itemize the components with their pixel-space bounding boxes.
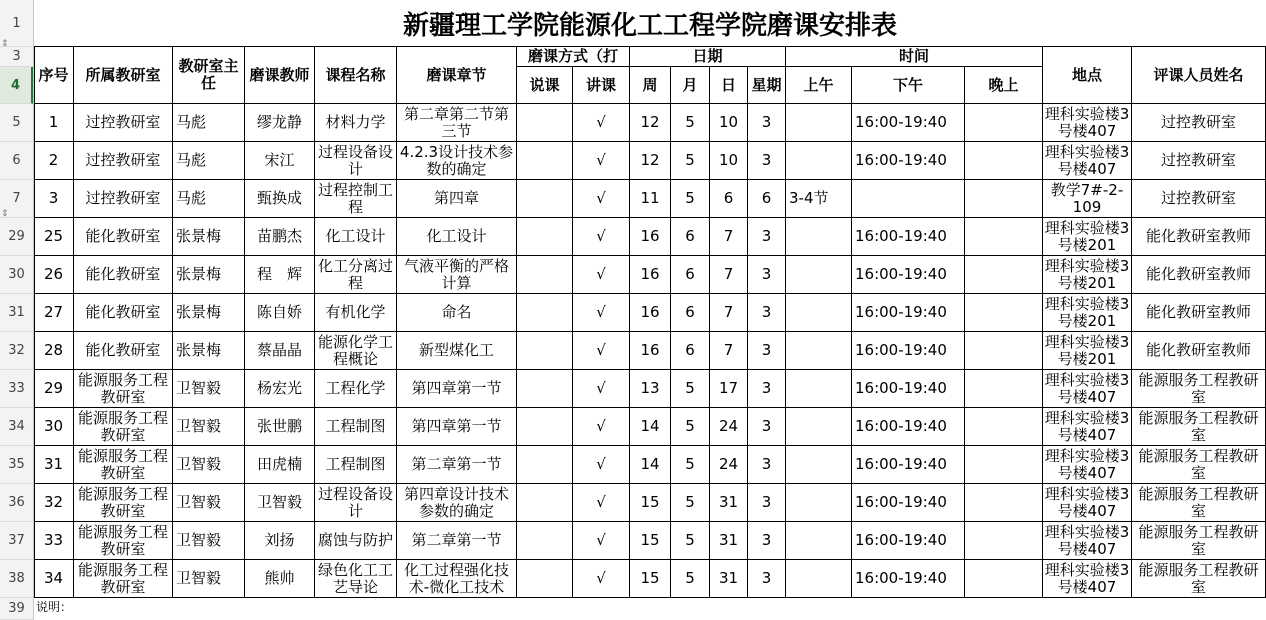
- cell-place[interactable]: 理科实验楼3号楼407: [1043, 522, 1132, 560]
- cell-director[interactable]: 张景梅: [173, 294, 245, 332]
- cell-talk[interactable]: [517, 218, 573, 256]
- row-number-32[interactable]: 32: [0, 332, 33, 370]
- cell-dept[interactable]: 能化教研室: [74, 332, 173, 370]
- row-number-5[interactable]: 5: [0, 104, 33, 142]
- cell-weekday[interactable]: 3: [748, 522, 786, 560]
- cell-reviewers[interactable]: 过控教研室: [1132, 142, 1266, 180]
- cell-talk[interactable]: [517, 522, 573, 560]
- cell-pm[interactable]: 16:00-19:40: [852, 256, 965, 294]
- cell-day[interactable]: 31: [710, 484, 748, 522]
- header-mode-lecture[interactable]: 讲课: [573, 67, 630, 104]
- cell-seq[interactable]: 31: [34, 446, 74, 484]
- cell-weekday[interactable]: 3: [748, 218, 786, 256]
- cell-eve[interactable]: [965, 332, 1043, 370]
- cell-weekday[interactable]: 3: [748, 332, 786, 370]
- cell-reviewers[interactable]: 能化教研室教师: [1132, 294, 1266, 332]
- cell-seq[interactable]: 3: [34, 180, 74, 218]
- cell-eve[interactable]: [965, 446, 1043, 484]
- cell-dept[interactable]: 能源服务工程教研室: [74, 522, 173, 560]
- cell-month[interactable]: 5: [671, 560, 710, 598]
- cell-course[interactable]: 工程化学: [315, 370, 397, 408]
- cell-talk[interactable]: [517, 560, 573, 598]
- cell-talk[interactable]: [517, 256, 573, 294]
- cell-talk[interactable]: [517, 446, 573, 484]
- cell-day[interactable]: 10: [710, 104, 748, 142]
- cell-reviewers[interactable]: 能源服务工程教研室: [1132, 522, 1266, 560]
- cell-course[interactable]: 工程制图: [315, 446, 397, 484]
- cell-month[interactable]: 6: [671, 218, 710, 256]
- cell-place[interactable]: 理科实验楼3号楼407: [1043, 142, 1132, 180]
- cell-week[interactable]: 15: [630, 484, 671, 522]
- cell-director[interactable]: 卫智毅: [173, 408, 245, 446]
- cell-teacher[interactable]: 田虎楠: [245, 446, 315, 484]
- cell-reviewers[interactable]: 能化教研室教师: [1132, 218, 1266, 256]
- cell-lecture[interactable]: √: [573, 180, 630, 218]
- cell-director[interactable]: 张景梅: [173, 218, 245, 256]
- cell-day[interactable]: 17: [710, 370, 748, 408]
- cell-eve[interactable]: [965, 180, 1043, 218]
- cell-reviewers[interactable]: 过控教研室: [1132, 104, 1266, 142]
- cell-day[interactable]: 31: [710, 560, 748, 598]
- cell-seq[interactable]: 27: [34, 294, 74, 332]
- cell-director[interactable]: 马彪: [173, 142, 245, 180]
- cell-teacher[interactable]: 甄换成: [245, 180, 315, 218]
- cell-place[interactable]: 理科实验楼3号楼407: [1043, 370, 1132, 408]
- header-time-group[interactable]: 时间: [786, 47, 1043, 67]
- cell-chapter[interactable]: 第二章第一节: [397, 522, 517, 560]
- cell-course[interactable]: 绿色化工工艺导论: [315, 560, 397, 598]
- cell-weekday[interactable]: 3: [748, 370, 786, 408]
- cell-reviewers[interactable]: 能源服务工程教研室: [1132, 408, 1266, 446]
- row-number-36[interactable]: 36: [0, 484, 33, 522]
- header-reviewers[interactable]: 评课人员姓名: [1132, 47, 1266, 104]
- row-number-34[interactable]: 34: [0, 408, 33, 446]
- header-month[interactable]: 月: [671, 67, 710, 104]
- cell-lecture[interactable]: √: [573, 332, 630, 370]
- cell-reviewers[interactable]: 能源服务工程教研室: [1132, 560, 1266, 598]
- cell-course[interactable]: 过程控制工程: [315, 180, 397, 218]
- cell-am[interactable]: [786, 142, 852, 180]
- cell-chapter[interactable]: 4.2.3设计技术参数的确定: [397, 142, 517, 180]
- header-weekday[interactable]: 星期: [748, 67, 786, 104]
- cell-chapter[interactable]: 气液平衡的严格计算: [397, 256, 517, 294]
- cell-weekday[interactable]: 3: [748, 408, 786, 446]
- cell-place[interactable]: 理科实验楼3号楼201: [1043, 294, 1132, 332]
- cell-week[interactable]: 15: [630, 560, 671, 598]
- cell-teacher[interactable]: 程 辉: [245, 256, 315, 294]
- cell-place[interactable]: 理科实验楼3号楼201: [1043, 218, 1132, 256]
- header-am[interactable]: 上午: [786, 67, 852, 104]
- cell-lecture[interactable]: √: [573, 294, 630, 332]
- cell-month[interactable]: 5: [671, 104, 710, 142]
- cell-course[interactable]: 工程制图: [315, 408, 397, 446]
- cell-teacher[interactable]: 宋江: [245, 142, 315, 180]
- cell-weekday[interactable]: 3: [748, 142, 786, 180]
- header-eve[interactable]: 晚上: [965, 67, 1043, 104]
- cell-day[interactable]: 24: [710, 446, 748, 484]
- cell-teacher[interactable]: 蔡晶晶: [245, 332, 315, 370]
- cell-day[interactable]: 7: [710, 256, 748, 294]
- cell-teacher[interactable]: 苗鹏杰: [245, 218, 315, 256]
- cell-day[interactable]: 7: [710, 294, 748, 332]
- row-header-column: [0, 0, 34, 620]
- cell-eve[interactable]: [965, 522, 1043, 560]
- cell-weekday[interactable]: 6: [748, 180, 786, 218]
- cell-talk[interactable]: [517, 484, 573, 522]
- cell-pm[interactable]: 16:00-19:40: [852, 484, 965, 522]
- row-number-38[interactable]: 38: [0, 560, 33, 598]
- cell-week[interactable]: 16: [630, 218, 671, 256]
- row-number-35[interactable]: 35: [0, 446, 33, 484]
- cell-week[interactable]: 16: [630, 256, 671, 294]
- cell-director[interactable]: 张景梅: [173, 332, 245, 370]
- cell-pm[interactable]: [852, 180, 965, 218]
- cell-talk[interactable]: [517, 332, 573, 370]
- cell-course[interactable]: 化工设计: [315, 218, 397, 256]
- cell-eve[interactable]: [965, 256, 1043, 294]
- cell-month[interactable]: 5: [671, 180, 710, 218]
- header-week[interactable]: 周: [630, 67, 671, 104]
- cell-chapter[interactable]: 化工过程强化技术-微化工技术: [397, 560, 517, 598]
- header-seq[interactable]: 序号: [34, 47, 74, 104]
- cell-seq[interactable]: 26: [34, 256, 74, 294]
- cell-seq[interactable]: 34: [34, 560, 74, 598]
- header-chapter[interactable]: 磨课章节: [397, 47, 517, 104]
- cell-pm[interactable]: 16:00-19:40: [852, 142, 965, 180]
- cell-eve[interactable]: [965, 408, 1043, 446]
- header-pm[interactable]: 下午: [852, 67, 965, 104]
- row-number-29[interactable]: 29: [0, 218, 33, 256]
- cell-dept[interactable]: 能源服务工程教研室: [74, 560, 173, 598]
- cell-course[interactable]: 有机化学: [315, 294, 397, 332]
- cell-dept[interactable]: 过控教研室: [74, 104, 173, 142]
- cell-teacher[interactable]: 缪龙静: [245, 104, 315, 142]
- cell-lecture[interactable]: √: [573, 522, 630, 560]
- header-mode-talk[interactable]: 说课: [517, 67, 573, 104]
- cell-pm[interactable]: 16:00-19:40: [852, 560, 965, 598]
- cell-teacher[interactable]: 陈自娇: [245, 294, 315, 332]
- cell-seq[interactable]: 1: [34, 104, 74, 142]
- cell-dept[interactable]: 能化教研室: [74, 294, 173, 332]
- header-place[interactable]: 地点: [1043, 47, 1132, 104]
- grp-expand-icon[interactable]: ⇕: [1, 209, 9, 219]
- row-number-37[interactable]: 37: [0, 522, 33, 560]
- cell-place[interactable]: 理科实验楼3号楼407: [1043, 104, 1132, 142]
- cell-month[interactable]: 6: [671, 256, 710, 294]
- cell-course[interactable]: 能源化学工程概论: [315, 332, 397, 370]
- cell-talk[interactable]: [517, 294, 573, 332]
- cell-director[interactable]: 卫智毅: [173, 522, 245, 560]
- cell-dept[interactable]: 能化教研室: [74, 256, 173, 294]
- cell-am[interactable]: [786, 446, 852, 484]
- cell-pm[interactable]: 16:00-19:40: [852, 522, 965, 560]
- header-teacher[interactable]: 磨课教师: [245, 47, 315, 104]
- cell-dept[interactable]: 能源服务工程教研室: [74, 446, 173, 484]
- cell-seq[interactable]: 32: [34, 484, 74, 522]
- cell-seq[interactable]: 30: [34, 408, 74, 446]
- cell-am[interactable]: 3-4节: [786, 180, 852, 218]
- cell-seq[interactable]: 29: [34, 370, 74, 408]
- grp-expand-icon[interactable]: ⇕: [1, 39, 9, 49]
- cell-day[interactable]: 7: [710, 218, 748, 256]
- cell-seq[interactable]: 25: [34, 218, 74, 256]
- cell-lecture[interactable]: √: [573, 408, 630, 446]
- cell-am[interactable]: [786, 218, 852, 256]
- cell-talk[interactable]: [517, 180, 573, 218]
- row-number-4[interactable]: 4: [0, 67, 33, 104]
- cell-place[interactable]: 理科实验楼3号楼201: [1043, 332, 1132, 370]
- cell-weekday[interactable]: 3: [748, 484, 786, 522]
- cell-chapter[interactable]: 化工设计: [397, 218, 517, 256]
- cell-am[interactable]: [786, 332, 852, 370]
- cell-week[interactable]: 13: [630, 370, 671, 408]
- row-number-7[interactable]: 7: [0, 180, 33, 218]
- cell-director[interactable]: 卫智毅: [173, 446, 245, 484]
- cell-pm[interactable]: 16:00-19:40: [852, 408, 965, 446]
- cell-eve[interactable]: [965, 484, 1043, 522]
- cell-teacher[interactable]: 熊帅: [245, 560, 315, 598]
- cell-director[interactable]: 张景梅: [173, 256, 245, 294]
- cell-director[interactable]: 卫智毅: [173, 560, 245, 598]
- row-number-3[interactable]: 3: [0, 47, 33, 67]
- cell-am[interactable]: [786, 522, 852, 560]
- cell-course[interactable]: 过程设备设计: [315, 142, 397, 180]
- header-day[interactable]: 日: [710, 67, 748, 104]
- cell-am[interactable]: [786, 370, 852, 408]
- cell-chapter[interactable]: 第二章第二节第三节: [397, 104, 517, 142]
- cell-chapter[interactable]: 第四章第一节: [397, 408, 517, 446]
- cell-director[interactable]: 卫智毅: [173, 484, 245, 522]
- cell-lecture[interactable]: √: [573, 104, 630, 142]
- cell-seq[interactable]: 33: [34, 522, 74, 560]
- cell-week[interactable]: 16: [630, 332, 671, 370]
- cell-day[interactable]: 6: [710, 180, 748, 218]
- header-dept[interactable]: 所属教研室: [74, 47, 173, 104]
- cell-weekday[interactable]: 3: [748, 104, 786, 142]
- row-number-6[interactable]: 6: [0, 142, 33, 180]
- cell-dept[interactable]: 能源服务工程教研室: [74, 484, 173, 522]
- cell-reviewers[interactable]: 能化教研室教师: [1132, 256, 1266, 294]
- cell-eve[interactable]: [965, 370, 1043, 408]
- cell-place[interactable]: 理科实验楼3号楼407: [1043, 408, 1132, 446]
- cell-dept[interactable]: 过控教研室: [74, 142, 173, 180]
- cell-place[interactable]: 理科实验楼3号楼407: [1043, 560, 1132, 598]
- cell-month[interactable]: 5: [671, 408, 710, 446]
- cell-day[interactable]: 10: [710, 142, 748, 180]
- cell-talk[interactable]: [517, 370, 573, 408]
- cell-month[interactable]: 6: [671, 332, 710, 370]
- cell-dept[interactable]: 能化教研室: [74, 218, 173, 256]
- cell-chapter[interactable]: 第四章设计技术参数的确定: [397, 484, 517, 522]
- cell-talk[interactable]: [517, 142, 573, 180]
- cell-lecture[interactable]: √: [573, 560, 630, 598]
- cell-pm[interactable]: 16:00-19:40: [852, 104, 965, 142]
- cell-teacher[interactable]: 卫智毅: [245, 484, 315, 522]
- row-number-33[interactable]: 33: [0, 370, 33, 408]
- cell-pm[interactable]: 16:00-19:40: [852, 446, 965, 484]
- cell-am[interactable]: [786, 104, 852, 142]
- cell-day[interactable]: 24: [710, 408, 748, 446]
- cell-pm[interactable]: 16:00-19:40: [852, 218, 965, 256]
- header-mode-group[interactable]: 磨课方式（打: [517, 47, 630, 67]
- cell-reviewers[interactable]: 能化教研室教师: [1132, 332, 1266, 370]
- cell-place[interactable]: 理科实验楼3号楼407: [1043, 446, 1132, 484]
- cell-month[interactable]: 5: [671, 370, 710, 408]
- cell-course[interactable]: 腐蚀与防护: [315, 522, 397, 560]
- cell-lecture[interactable]: √: [573, 256, 630, 294]
- cell-reviewers[interactable]: 能源服务工程教研室: [1132, 446, 1266, 484]
- cell-course[interactable]: 过程设备设计: [315, 484, 397, 522]
- table-left-border: [34, 47, 35, 598]
- cell-reviewers[interactable]: 过控教研室: [1132, 180, 1266, 218]
- cell-eve[interactable]: [965, 560, 1043, 598]
- cell-lecture[interactable]: √: [573, 484, 630, 522]
- cell-week[interactable]: 12: [630, 142, 671, 180]
- cell-eve[interactable]: [965, 142, 1043, 180]
- cell-pm[interactable]: 16:00-19:40: [852, 332, 965, 370]
- row-number-30[interactable]: 30: [0, 256, 33, 294]
- cell-month[interactable]: 5: [671, 142, 710, 180]
- header-date-group[interactable]: 日期: [630, 47, 786, 67]
- cell-director[interactable]: 马彪: [173, 104, 245, 142]
- sheet-title[interactable]: 新疆理工学院能源化工工程学院磨课安排表: [34, 0, 1266, 47]
- cell-director[interactable]: 卫智毅: [173, 370, 245, 408]
- cell-lecture[interactable]: √: [573, 218, 630, 256]
- cell-course[interactable]: 材料力学: [315, 104, 397, 142]
- cell-day[interactable]: 31: [710, 522, 748, 560]
- cell-dept[interactable]: 能源服务工程教研室: [74, 370, 173, 408]
- header-director[interactable]: 教研室主任: [173, 47, 245, 104]
- cell-month[interactable]: 5: [671, 522, 710, 560]
- cell-am[interactable]: [786, 294, 852, 332]
- cell-lecture[interactable]: √: [573, 370, 630, 408]
- cell-teacher[interactable]: 刘扬: [245, 522, 315, 560]
- cell-reviewers[interactable]: 能源服务工程教研室: [1132, 484, 1266, 522]
- row-number-39[interactable]: 39: [0, 598, 33, 620]
- cell-eve[interactable]: [965, 294, 1043, 332]
- cell-am[interactable]: [786, 256, 852, 294]
- cell-weekday[interactable]: 3: [748, 560, 786, 598]
- cell-teacher[interactable]: 张世鹏: [245, 408, 315, 446]
- cell-teacher[interactable]: 杨宏光: [245, 370, 315, 408]
- cell-week[interactable]: 12: [630, 104, 671, 142]
- cell-am[interactable]: [786, 408, 852, 446]
- cell-dept[interactable]: 能源服务工程教研室: [74, 408, 173, 446]
- cell-seq[interactable]: 2: [34, 142, 74, 180]
- cell-talk[interactable]: [517, 104, 573, 142]
- cell-eve[interactable]: [965, 218, 1043, 256]
- cell-director[interactable]: 马彪: [173, 180, 245, 218]
- row-number-31[interactable]: 31: [0, 294, 33, 332]
- cell-chapter[interactable]: 命名: [397, 294, 517, 332]
- cell-month[interactable]: 5: [671, 484, 710, 522]
- cell-am[interactable]: [786, 560, 852, 598]
- note-label[interactable]: 说明：: [36, 600, 73, 614]
- cell-weekday[interactable]: 3: [748, 256, 786, 294]
- cell-week[interactable]: 16: [630, 294, 671, 332]
- cell-talk[interactable]: [517, 408, 573, 446]
- cell-weekday[interactable]: 3: [748, 294, 786, 332]
- cell-week[interactable]: 14: [630, 446, 671, 484]
- cell-lecture[interactable]: √: [573, 446, 630, 484]
- cell-day[interactable]: 7: [710, 332, 748, 370]
- cell-chapter[interactable]: 第四章第一节: [397, 370, 517, 408]
- cell-month[interactable]: 5: [671, 446, 710, 484]
- cell-weekday[interactable]: 3: [748, 446, 786, 484]
- cell-eve[interactable]: [965, 104, 1043, 142]
- cell-seq[interactable]: 28: [34, 332, 74, 370]
- cell-dept[interactable]: 过控教研室: [74, 180, 173, 218]
- cell-week[interactable]: 11: [630, 180, 671, 218]
- cell-week[interactable]: 15: [630, 522, 671, 560]
- cell-month[interactable]: 6: [671, 294, 710, 332]
- cell-pm[interactable]: 16:00-19:40: [852, 370, 965, 408]
- cell-chapter[interactable]: 第四章: [397, 180, 517, 218]
- header-course[interactable]: 课程名称: [315, 47, 397, 104]
- cell-chapter[interactable]: 新型煤化工: [397, 332, 517, 370]
- cell-course[interactable]: 化工分离过程: [315, 256, 397, 294]
- cell-place[interactable]: 理科实验楼3号楼201: [1043, 256, 1132, 294]
- cell-lecture[interactable]: √: [573, 142, 630, 180]
- cell-am[interactable]: [786, 484, 852, 522]
- cell-reviewers[interactable]: 能源服务工程教研室: [1132, 370, 1266, 408]
- cell-place[interactable]: 理科实验楼3号楼407: [1043, 484, 1132, 522]
- cell-pm[interactable]: 16:00-19:40: [852, 294, 965, 332]
- row-number-1[interactable]: 1: [0, 0, 33, 47]
- cell-place[interactable]: 教学7#-2-109: [1043, 180, 1132, 218]
- cell-chapter[interactable]: 第二章第一节: [397, 446, 517, 484]
- cell-week[interactable]: 14: [630, 408, 671, 446]
